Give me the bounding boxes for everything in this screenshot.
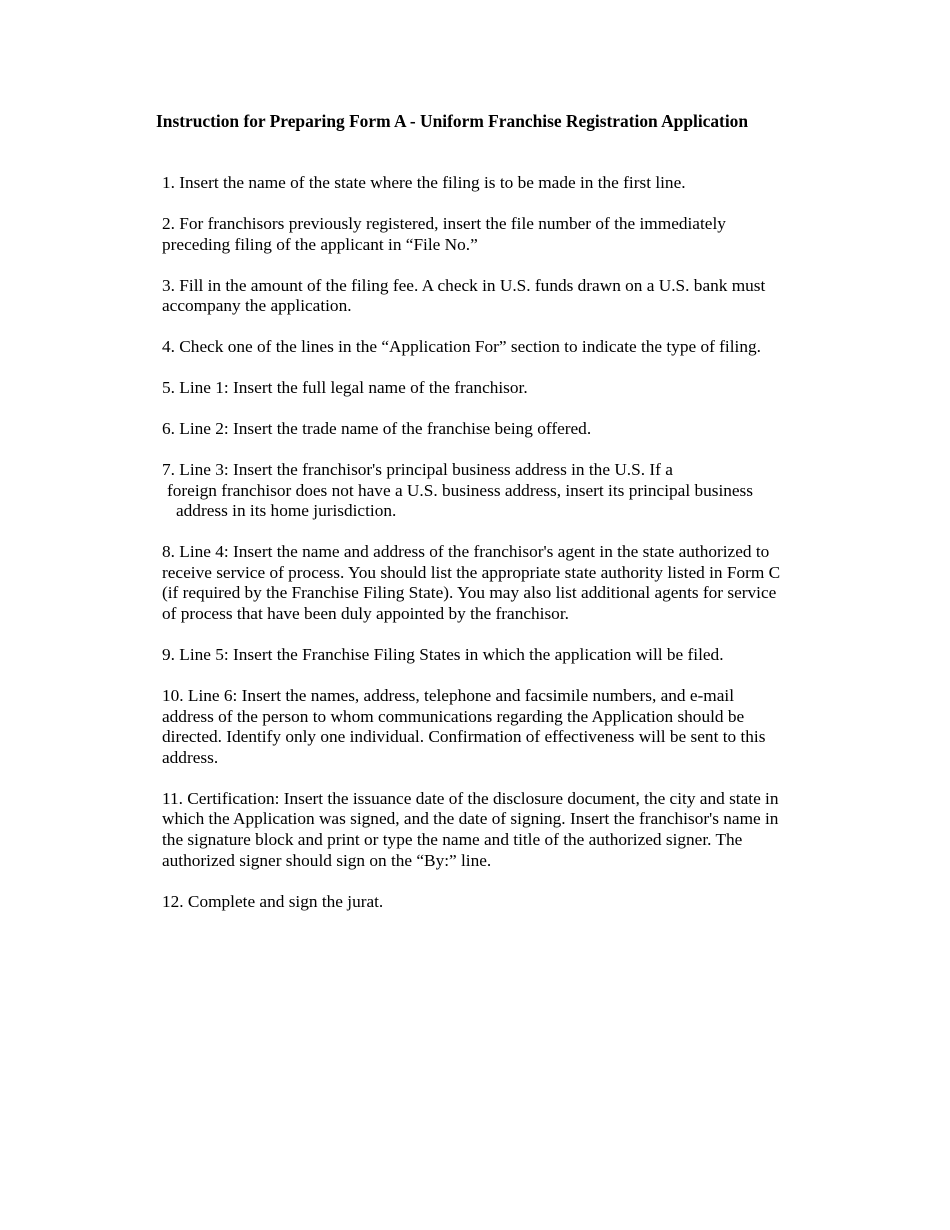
instruction-line: 1. Insert the name of the state where the filing is to be made in the first line.: [162, 173, 686, 192]
instruction-line: 8. Line 4: Insert the name and address of the franchisor's agent in the state authorized to: [162, 542, 770, 562]
instruction-line: authorized signer should sign on the “By:” line.: [162, 850, 492, 870]
instruction-item-2: [162, 214, 852, 255]
instruction-item-4: [162, 337, 852, 358]
instruction-line: receive service of process. You should list the appropriate state authority listed in Form C: [162, 562, 781, 582]
instruction-line: of process that have been duly appointed by the franchisor.: [162, 604, 569, 624]
instruction-line: directed. Identify only one individual. Confirmation of effectiveness will be sent to this: [162, 727, 766, 747]
instruction-line: 12. Complete and sign the jurat.: [162, 891, 384, 911]
instruction-line: 11. Certification: Insert the issuance date of the disclosure document, the city and state in: [162, 788, 779, 808]
instruction-line: which the Application was signed, and the date of signing. Insert the franchisor's name in: [162, 809, 779, 829]
instruction-list: [162, 173, 852, 933]
instruction-line: address in its home jurisdiction.: [176, 501, 397, 521]
instruction-line: 9. Line 5: Insert the Franchise Filing States in which the application will be filed.: [162, 645, 724, 665]
instruction-line: accompany the application.: [162, 296, 352, 316]
instruction-item-10: [162, 686, 852, 768]
instruction-line: 5. Line 1: Insert the full legal name of the franchisor.: [162, 378, 528, 398]
instruction-line: the signature block and print or type the name and title of the authorized signer. The: [162, 829, 743, 849]
instruction-line: 6. Line 2: Insert the trade name of the franchise being offered.: [162, 419, 592, 439]
instruction-item-12: [162, 892, 852, 913]
instruction-item-8: [162, 542, 852, 624]
instruction-line: foreign franchisor does not have a U.S. business address, insert its principal business: [167, 480, 754, 500]
instruction-item-6: [162, 419, 852, 440]
instruction-line: address of the person to whom communications regarding the Application should be: [162, 706, 745, 726]
page-title: Instruction for Preparing Form A - Uniform Franchise Registration Application: [156, 111, 749, 131]
instruction-line: 10. Line 6: Insert the names, address, telephone and facsimile numbers, and e-mail: [162, 686, 735, 706]
instruction-line: preceding filing of the applicant in “File No.”: [162, 234, 478, 254]
instruction-item-11: [162, 789, 852, 871]
instruction-item-3: [162, 276, 852, 317]
instruction-item-5: [162, 378, 852, 399]
instruction-item-1: [162, 173, 852, 194]
instruction-line: 4. Check one of the lines in the “Application For” section to indicate the type of filing.: [162, 337, 761, 357]
instruction-line: (if required by the Franchise Filing State). You may also list additional agents for service: [162, 583, 777, 603]
instruction-line: address.: [162, 747, 219, 767]
instruction-line: 2. For franchisors previously registered, insert the file number of the immediately: [162, 213, 726, 233]
instruction-item-9: [162, 645, 852, 666]
instruction-line: 3. Fill in the amount of the filing fee. A check in U.S. funds drawn on a U.S. bank must: [162, 275, 766, 295]
instruction-line: 7. Line 3: Insert the franchisor's principal business address in the U.S. If a: [162, 460, 673, 480]
instruction-item-7: [162, 460, 852, 522]
